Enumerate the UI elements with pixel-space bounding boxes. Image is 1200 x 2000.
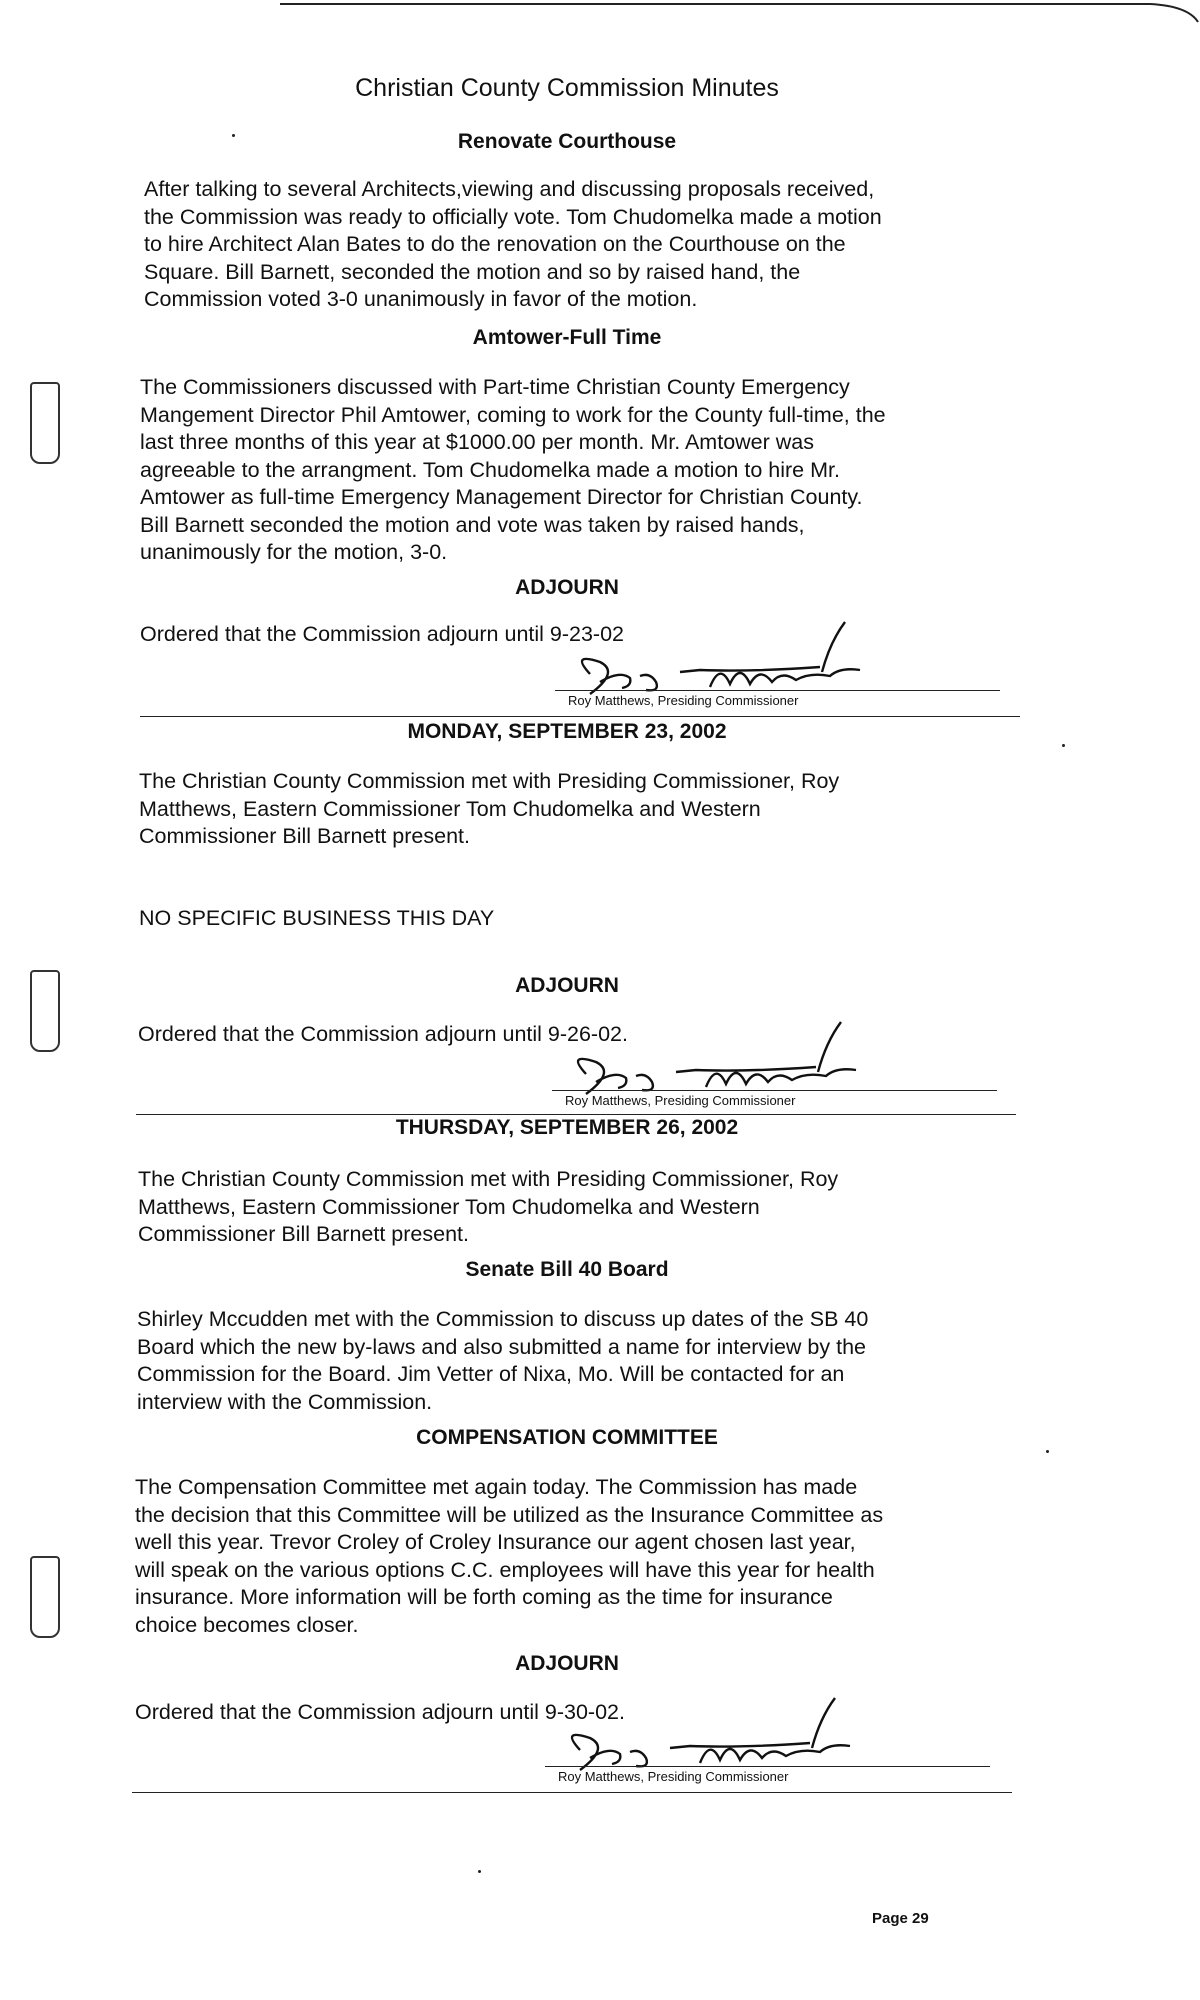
section-rule-3 bbox=[132, 1792, 1012, 1793]
scan-speck bbox=[232, 134, 235, 137]
sept-26-attendance: The Christian County Commission met with Presiding Commissioner, Roy Matthews, Eastern Commissioner Tom Chudomelka and Western Commissioner Bill Barnett present. bbox=[138, 1167, 839, 1246]
page-number: Page 29 bbox=[872, 1910, 929, 1927]
adjourn-heading-3: ADJOURN bbox=[515, 1652, 619, 1675]
signature-line-1 bbox=[555, 690, 1000, 691]
signature-caption-2: Roy Matthews, Presiding Commissioner bbox=[565, 1093, 796, 1108]
punch-hole-bottom bbox=[30, 1556, 60, 1638]
renovate-heading: Renovate Courthouse bbox=[457, 130, 677, 153]
amtower-heading: Amtower-Full Time bbox=[472, 326, 662, 349]
section-rule-2 bbox=[136, 1114, 1016, 1115]
sept-23-attendance: The Christian County Commission met with Presiding Commissioner, Roy Matthews, Eastern Commissioner Tom Chudomelka and Western Commissioner Bill Barnett present. bbox=[139, 769, 840, 848]
scan-speck bbox=[1046, 1450, 1049, 1453]
signature-caption-1: Roy Matthews, Presiding Commissioner bbox=[568, 693, 799, 708]
adjourn-heading-1: ADJOURN bbox=[515, 576, 619, 599]
compensation-heading: COMPENSATION COMMITTEE bbox=[416, 1426, 718, 1449]
no-business-text: NO SPECIFIC BUSINESS THIS DAY bbox=[139, 906, 495, 930]
signature-line-3 bbox=[545, 1766, 990, 1767]
compensation-text: The Compensation Committee met again today. The Commission has made the decision that this Committee will be utilized as the Insurance Committee as well this year. Trevor Croley of Croley Insurance our agent chosen last year, will speak on the various options C.C. employees will have this year for health insurance. More information will be forth coming as the time for insurance choice becomes closer. bbox=[135, 1475, 884, 1637]
signature-line-2 bbox=[552, 1090, 997, 1091]
renovate-text: After talking to several Architects,viewing and discussing proposals received, the Commission was ready to officially vote. Tom Chudomelka made a motion to hire Architect Alan Bates to do the renovation on the Courthouse on the Square. Bill Barnett, seconded the motion and so by raised hand, the Commission voted 3-0 unanimously in favor of the motion. bbox=[144, 177, 882, 311]
scan-edge bbox=[0, 0, 1200, 40]
scan-speck bbox=[1062, 744, 1065, 747]
adjourn-order-2: Ordered that the Commission adjourn until 9-26-02. bbox=[138, 1022, 628, 1046]
punch-hole-top bbox=[30, 382, 60, 464]
page-title: Christian County Commission Minutes bbox=[355, 74, 779, 102]
senate-bill-heading: Senate Bill 40 Board bbox=[465, 1258, 669, 1281]
scan-speck bbox=[478, 1870, 481, 1873]
senate-bill-text: Shirley Mccudden met with the Commission to discuss up dates of the SB 40 Board which the new by-laws and also submitted a name for interview by the Commission for the Board. Jim Vetter of Nixa, Mo. Will be contacted for an interview with the Commission. bbox=[137, 1307, 869, 1414]
date-heading-sept-23: MONDAY, SEPTEMBER 23, 2002 bbox=[407, 720, 727, 743]
amtower-text: The Commissioners discussed with Part-time Christian County Emergency Mangement Director Phil Amtower, coming to work for the County full-time, the last three months of this year at $1000.00 per month. Mr. Amtower was agreeable to the arrangment. Tom Chudomelka made a motion to hire Mr. Amtower as full-time Emergency Management Director for Christian County. Bill Barnett seconded the motion and vote was taken by raised hands, unanimously for the motion, 3-0. bbox=[140, 375, 886, 564]
adjourn-order-1: Ordered that the Commission adjourn until 9-23-02 bbox=[140, 622, 625, 646]
adjourn-order-3: Ordered that the Commission adjourn until 9-30-02. bbox=[135, 1700, 625, 1724]
section-rule-1 bbox=[140, 716, 1020, 717]
date-heading-sept-26: THURSDAY, SEPTEMBER 26, 2002 bbox=[395, 1116, 739, 1139]
adjourn-heading-2: ADJOURN bbox=[515, 974, 619, 997]
signature-caption-3: Roy Matthews, Presiding Commissioner bbox=[558, 1769, 789, 1784]
